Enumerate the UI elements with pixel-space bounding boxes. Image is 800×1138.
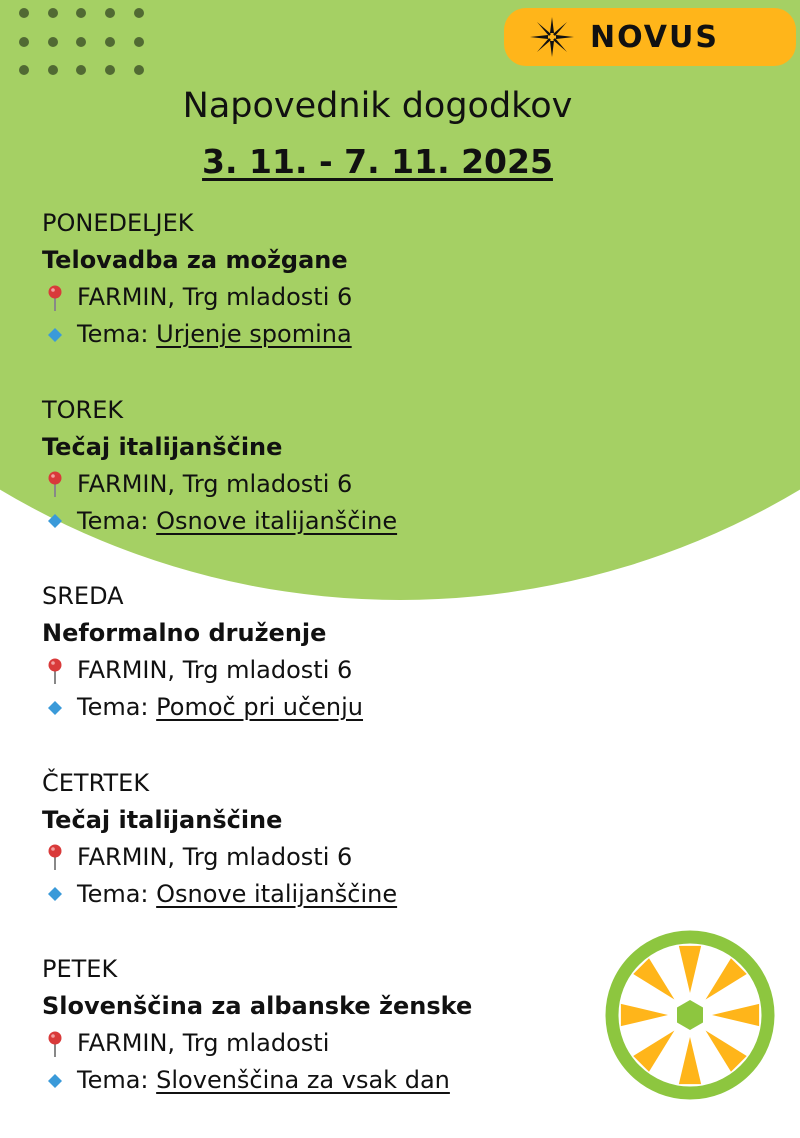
blue-diamond-icon bbox=[42, 700, 68, 716]
event-location-text: FARMIN, Trg mladosti 6 bbox=[77, 283, 353, 311]
event-name: Telovadba za možgane bbox=[42, 246, 348, 274]
round-pushpin-icon bbox=[42, 1030, 68, 1058]
event-day: PETEK bbox=[42, 955, 118, 983]
event-location bbox=[42, 466, 602, 503]
event-name: Tečaj italijanščine bbox=[42, 432, 283, 461]
event-topic bbox=[42, 503, 602, 540]
event-name: Tečaj italijanščine bbox=[42, 805, 283, 834]
event-day: TOREK bbox=[42, 395, 124, 424]
event-location bbox=[42, 279, 602, 316]
event-location bbox=[42, 652, 602, 689]
events-list bbox=[42, 205, 602, 1138]
event-topic-link[interactable]: Osnove italijanščine bbox=[156, 879, 398, 908]
event-topic bbox=[42, 689, 602, 726]
novus-sunburst-icon bbox=[528, 15, 576, 59]
event-topic bbox=[42, 316, 602, 353]
event-location-text: FARMIN, Trg mladosti 6 bbox=[77, 469, 353, 498]
event-item bbox=[42, 392, 602, 579]
event-location-text: FARMIN, Trg mladosti 6 bbox=[77, 656, 353, 684]
event-item bbox=[42, 765, 602, 952]
event-topic-link[interactable]: Osnove italijanščine bbox=[156, 506, 398, 535]
event-name: Slovenščina za albanske ženske bbox=[42, 992, 473, 1020]
event-topic-label: Tema: bbox=[77, 320, 157, 348]
round-pushpin-icon bbox=[42, 470, 68, 498]
blue-diamond-icon bbox=[42, 327, 68, 343]
event-topic bbox=[42, 1062, 602, 1099]
round-pushpin-icon bbox=[42, 843, 68, 871]
event-topic-label: Tema: bbox=[77, 879, 157, 908]
page-title: Napovednik dogodkov bbox=[182, 86, 573, 126]
event-item bbox=[42, 951, 602, 1138]
event-name: Neformalno druženje bbox=[42, 619, 327, 647]
event-topic-link[interactable]: Pomoč pri učenju bbox=[156, 693, 364, 721]
event-topic bbox=[42, 876, 602, 913]
decorative-dot-grid bbox=[19, 8, 145, 76]
event-topic-label: Tema: bbox=[77, 1066, 157, 1094]
decorative-wheel-graphic bbox=[600, 922, 780, 1108]
round-pushpin-icon bbox=[42, 284, 68, 312]
event-day: PONEDELJEK bbox=[42, 209, 194, 237]
event-location bbox=[42, 1025, 602, 1062]
event-topic-label: Tema: bbox=[77, 506, 157, 535]
blue-diamond-icon bbox=[42, 513, 68, 529]
event-topic-link[interactable]: Urjenje spomina bbox=[156, 320, 352, 348]
event-item bbox=[42, 578, 602, 765]
blue-diamond-icon bbox=[42, 886, 68, 902]
event-item bbox=[42, 205, 602, 392]
novus-logo bbox=[504, 8, 796, 66]
event-day: SREDA bbox=[42, 582, 124, 610]
event-location-text: FARMIN, Trg mladosti 6 bbox=[77, 842, 353, 871]
logo-text: NOVUS bbox=[590, 19, 719, 55]
round-pushpin-icon bbox=[42, 657, 68, 685]
event-day: ČETRTEK bbox=[42, 768, 150, 797]
date-range: 3. 11. - 7. 11. 2025 bbox=[202, 142, 553, 181]
event-topic-link[interactable]: Slovenščina za vsak dan bbox=[156, 1066, 450, 1094]
event-topic-label: Tema: bbox=[77, 693, 157, 721]
event-location-text: FARMIN, Trg mladosti bbox=[77, 1029, 330, 1057]
blue-diamond-icon bbox=[42, 1073, 68, 1089]
event-location bbox=[42, 839, 602, 876]
